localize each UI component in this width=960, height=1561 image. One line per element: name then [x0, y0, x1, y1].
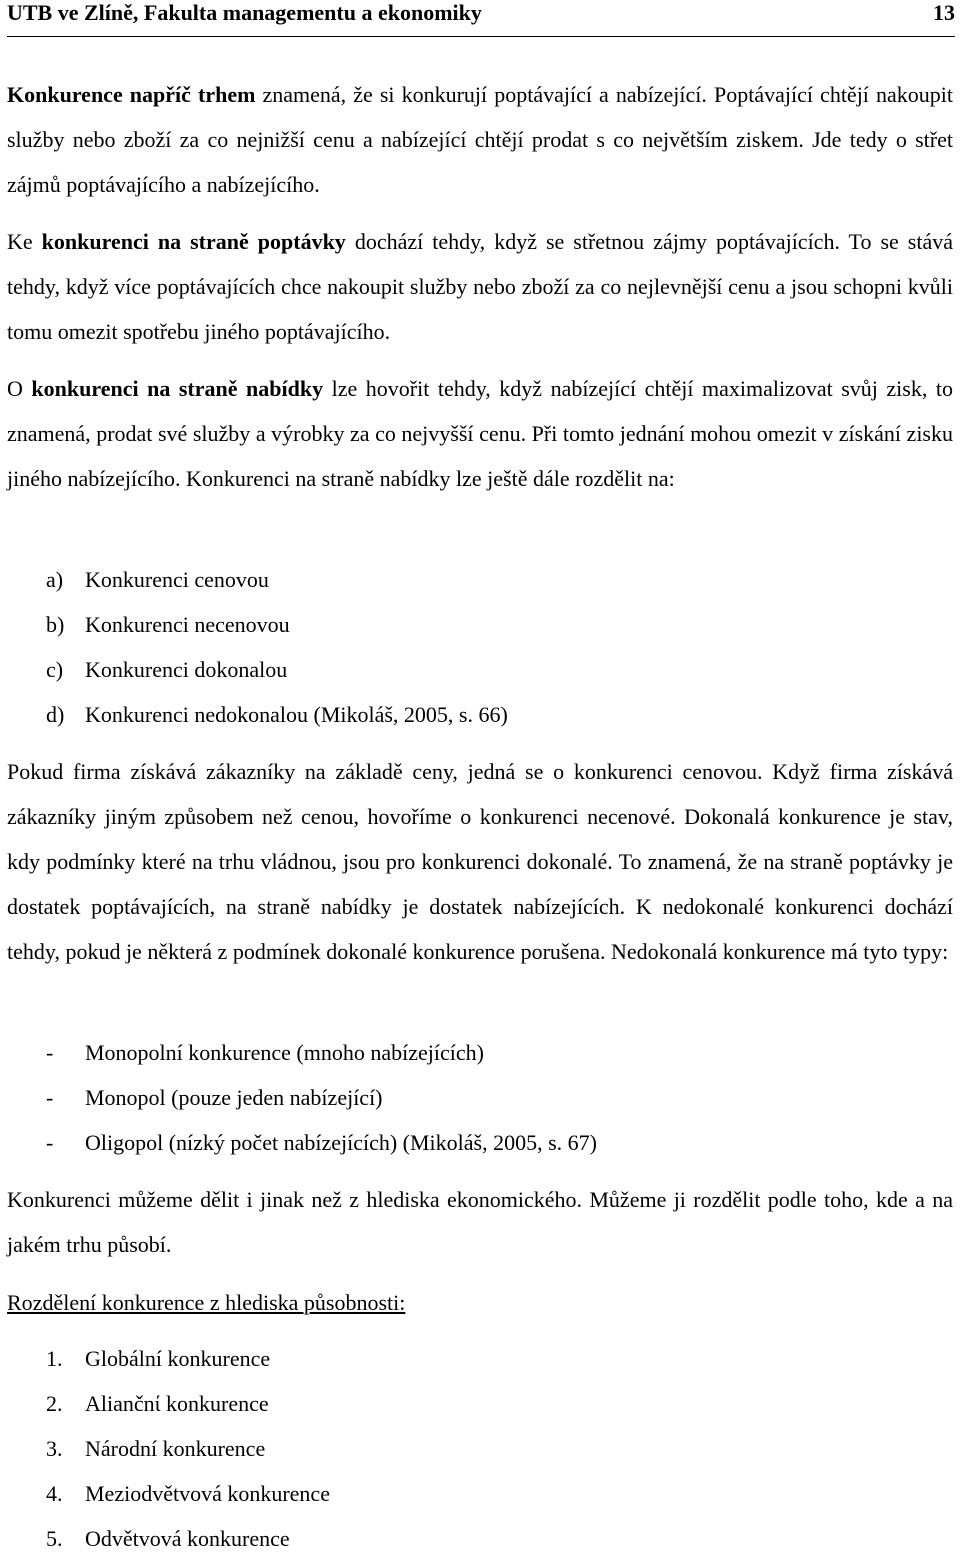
list-item	[46, 1120, 597, 1165]
imperfect-competition-list	[46, 1030, 597, 1165]
competition-types-list	[46, 557, 508, 737]
term-demand-side: konkurenci na straně poptávky	[41, 229, 346, 254]
paragraph-perfect-competition: Pokud firma získává zákazníky na základě ceny, jedná se o konkurenci cenovou. Když firma získává zákazníky jiným způsobem než cenou, hovoříme o konkurenci necenové. Dokonalá konkurence je stav, kdy podmínky které na trhu vládnou, jsou pro konkurenci dokonalé. To znamená, že na straně poptávky je dostatek poptávajících, na straně nabídky je dostatek nabízejících. K nedokonalé konkurenci dochází tehdy, pokud je některá z podmínek dokonalé konkurence porušena. Nedokonalá konkurence má tyto typy:	[7, 759, 953, 964]
term-supply-side: konkurenci na straně nabídky	[31, 376, 324, 401]
list-item-text: Národní konkurence	[85, 1436, 266, 1461]
list-item	[46, 692, 508, 737]
list-item-text: Meziodvětvová konkurence	[85, 1481, 330, 1506]
list-item-text: Monopol (pouze jeden nabízející)	[85, 1085, 383, 1110]
list-item-text: Konkurenci nedokonalou (Mikoláš, 2005, s. 66)	[85, 702, 508, 727]
paragraph-other-division: Konkurenci můžeme dělit i jinak než z hlediska ekonomického. Můžeme ji rozdělit podle toho, kde a na jakém trhu působí.	[7, 1187, 953, 1257]
list-item	[46, 1075, 597, 1120]
paragraph-lead: Ke	[7, 229, 42, 254]
list-item	[46, 1030, 597, 1075]
paragraph-text: dochází tehdy, když se střetnou zájmy poptávajících. To se stává tehdy, když více poptávajících chce nakoupit služby nebo zboží za co nejlevnější cenu a jsou schopni kvůli tomu omezit spotřebu jiného poptávajícího.	[7, 229, 954, 344]
list-item-text: Globální konkurence	[85, 1346, 271, 1371]
list-marker: 1.	[46, 1346, 63, 1371]
term-cross-market: Konkurence napříč trhem	[7, 82, 256, 107]
paragraph-lead: O	[7, 376, 32, 401]
list-item	[46, 647, 508, 692]
paragraph-demand-side	[7, 219, 953, 354]
list-marker: 3.	[46, 1436, 63, 1461]
list-item-text: Oligopol (nízký počet nabízejících) (Mikoláš, 2005, s. 67)	[85, 1130, 597, 1155]
list-item	[46, 1471, 330, 1516]
page-header	[7, 0, 955, 37]
paragraph-text: znamená, že si konkurují poptávající a nabízející. Poptávající chtějí nakoupit služby nebo zboží za co nejnižší cenu a nabízející chtějí prodat s co největším ziskem. Jde tedy o střet zájmů poptávajícího a nabízejícího.	[7, 82, 953, 197]
list-item	[46, 1381, 330, 1426]
paragraph-cross-market	[7, 72, 953, 207]
list-marker: -	[46, 1040, 54, 1065]
paragraph-supply-side	[7, 366, 953, 501]
scope-competition-list	[46, 1336, 330, 1561]
list-item-text: Konkurenci cenovou	[85, 567, 269, 592]
list-item	[46, 1336, 330, 1381]
list-item	[46, 602, 508, 647]
list-marker: c)	[46, 657, 64, 682]
list-marker: 4.	[46, 1481, 63, 1506]
subheading: Rozdělení konkurence z hlediska působnosti:	[7, 1290, 406, 1315]
list-item-text: Odvětvová konkurence	[85, 1526, 290, 1551]
list-marker: 2.	[46, 1391, 63, 1416]
list-item	[46, 1516, 330, 1561]
list-item-text: Konkurenci necenovou	[85, 612, 290, 637]
list-item-text: Monopolní konkurence (mnoho nabízejících)	[85, 1040, 484, 1065]
list-marker: -	[46, 1130, 54, 1155]
list-item	[46, 557, 508, 602]
list-item	[46, 1426, 330, 1471]
list-item-text: Konkurenci dokonalou	[85, 657, 288, 682]
list-marker: 5.	[46, 1526, 63, 1551]
list-marker: d)	[46, 702, 65, 727]
list-marker: b)	[46, 612, 65, 637]
page-number: 13	[933, 0, 955, 25]
list-marker: -	[46, 1085, 54, 1110]
list-marker: a)	[46, 567, 64, 592]
header-title: UTB ve Zlíně, Fakulta managementu a ekonomiky	[7, 0, 482, 25]
list-item-text: Aliančnί konkurence	[85, 1391, 269, 1416]
paragraph-text: lze hovořit tehdy, když nabízející chtějí maximalizovat svůj zisk, to znamená, prodat své služby a výrobky za co nejvyšší cenu. Při tomto jednání mohou omezit v získání zisku jiného nabízejícího. Konkurenci na straně nabídky lze ještě dále rozdělit na:	[7, 376, 953, 491]
